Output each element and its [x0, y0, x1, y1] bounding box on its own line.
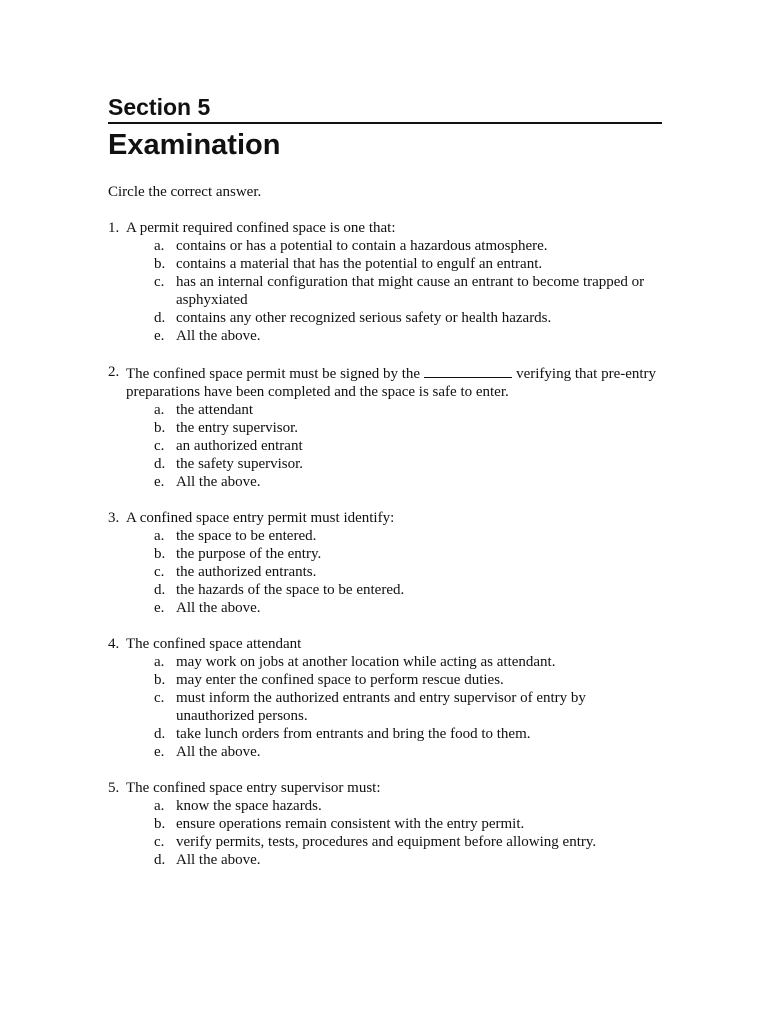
option-letter: d. — [154, 726, 166, 742]
option-text: contains any other recognized serious safety or health hazards. — [176, 310, 552, 326]
question-4 — [108, 635, 662, 761]
answer-option — [108, 743, 662, 761]
option-letter: a. — [154, 238, 165, 254]
answer-option — [108, 815, 662, 833]
answer-option — [108, 455, 662, 473]
exam-page — [108, 90, 662, 887]
option-letter: e. — [154, 474, 165, 490]
question-list — [108, 219, 662, 869]
option-letter: a. — [154, 654, 165, 670]
option-text: the safety supervisor. — [176, 456, 304, 472]
fill-in-blank — [424, 363, 512, 378]
question-stem — [108, 219, 662, 237]
question-text: A permit required confined space is one that: — [126, 220, 396, 236]
option-text: has an internal configuration that might cause an entrant to become trapped or asphyxiated — [176, 274, 645, 308]
option-text: the hazards of the space to be entered. — [176, 582, 405, 598]
option-letter: a. — [154, 798, 165, 814]
option-text: know the space hazards. — [176, 798, 322, 814]
option-text: the attendant — [176, 402, 254, 418]
answer-options — [108, 653, 662, 761]
question-number: 3. — [108, 510, 120, 526]
question-stem — [108, 635, 662, 653]
answer-option — [108, 851, 662, 869]
option-text: an authorized entrant — [176, 438, 303, 454]
section-label: Section 5 — [108, 94, 211, 120]
option-text: the authorized entrants. — [176, 564, 317, 580]
answer-options — [108, 237, 662, 345]
option-letter: d. — [154, 456, 166, 472]
answer-option — [108, 527, 662, 545]
question-text: The confined space permit must be signed by the — [126, 366, 421, 382]
question-text: A confined space entry permit must identify: — [126, 510, 395, 526]
option-text: contains or has a potential to contain a hazardous atmosphere. — [176, 238, 548, 254]
option-letter: b. — [154, 256, 166, 272]
answer-option — [108, 653, 662, 671]
question-text: The confined space entry supervisor must: — [126, 780, 381, 796]
answer-option — [108, 563, 662, 581]
answer-option — [108, 581, 662, 599]
answer-option — [108, 255, 662, 273]
answer-option — [108, 237, 662, 255]
question-stem — [108, 779, 662, 797]
question-3 — [108, 509, 662, 617]
option-text: the purpose of the entry. — [176, 546, 322, 562]
option-letter: c. — [154, 438, 165, 454]
answer-option — [108, 419, 662, 437]
option-letter: d. — [154, 852, 166, 868]
option-letter: b. — [154, 546, 166, 562]
option-text: the space to be entered. — [176, 528, 317, 544]
option-text: may work on jobs at another location while acting as attendant. — [176, 654, 556, 670]
option-letter: a. — [154, 402, 165, 418]
answer-option — [108, 689, 662, 725]
option-letter: d. — [154, 310, 166, 326]
header-rule — [108, 122, 662, 124]
answer-option — [108, 327, 662, 345]
option-letter: c. — [154, 690, 165, 706]
question-text-continued: verifying that pre-entry preparations have been completed and the space is safe to enter. — [126, 366, 657, 400]
option-letter: c. — [154, 834, 165, 850]
answer-option — [108, 599, 662, 617]
question-number: 5. — [108, 780, 120, 796]
option-text: All the above. — [176, 744, 261, 760]
answer-option — [108, 401, 662, 419]
answer-option — [108, 437, 662, 455]
option-letter: e. — [154, 600, 165, 616]
answer-option — [108, 273, 662, 309]
question-stem — [108, 509, 662, 527]
option-letter: b. — [154, 816, 166, 832]
question-stem — [108, 363, 662, 401]
option-text: All the above. — [176, 600, 261, 616]
answer-options — [108, 527, 662, 617]
answer-option — [108, 473, 662, 491]
question-5 — [108, 779, 662, 869]
answer-option — [108, 833, 662, 851]
question-1 — [108, 219, 662, 345]
option-text: All the above. — [176, 328, 261, 344]
option-letter: e. — [154, 744, 165, 760]
answer-option — [108, 309, 662, 327]
question-number: 1. — [108, 220, 120, 236]
option-letter: c. — [154, 274, 165, 290]
option-letter: c. — [154, 564, 165, 580]
option-text: take lunch orders from entrants and bring the food to them. — [176, 726, 531, 742]
answer-option — [108, 725, 662, 743]
option-letter: a. — [154, 528, 165, 544]
option-text: contains a material that has the potential to engulf an entrant. — [176, 256, 543, 272]
option-text: All the above. — [176, 474, 261, 490]
question-number: 2. — [108, 364, 120, 380]
answer-option — [108, 797, 662, 815]
instruction-text: Circle the correct answer. — [108, 184, 262, 200]
option-text: ensure operations remain consistent with the entry permit. — [176, 816, 525, 832]
question-text: The confined space attendant — [126, 636, 302, 652]
option-text: the entry supervisor. — [176, 420, 299, 436]
option-letter: b. — [154, 420, 166, 436]
page-title: Examination — [108, 129, 281, 161]
question-2 — [108, 363, 662, 491]
answer-options — [108, 401, 662, 491]
answer-option — [108, 545, 662, 563]
answer-option — [108, 671, 662, 689]
option-letter: d. — [154, 582, 166, 598]
option-text: may enter the confined space to perform rescue duties. — [176, 672, 504, 688]
option-letter: e. — [154, 328, 165, 344]
option-letter: b. — [154, 672, 166, 688]
answer-options — [108, 797, 662, 869]
option-text: All the above. — [176, 852, 261, 868]
option-text: verify permits, tests, procedures and equipment before allowing entry. — [176, 834, 597, 850]
option-text: must inform the authorized entrants and entry supervisor of entry by unauthorized persons. — [176, 690, 586, 724]
question-number: 4. — [108, 636, 120, 652]
